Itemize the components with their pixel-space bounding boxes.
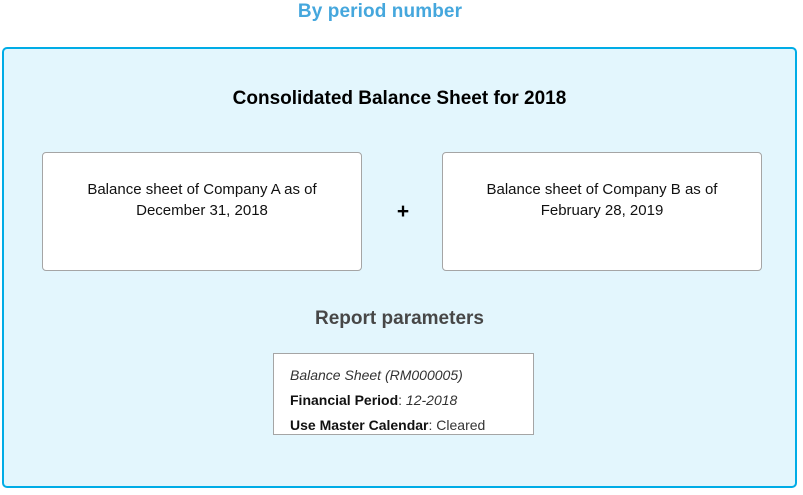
balance-sheet-card-company-b: [442, 152, 762, 271]
report-parameters-box: [273, 353, 534, 435]
report-parameter-financial-period-separator: :: [398, 392, 406, 408]
balance-sheet-cards-row: [4, 152, 795, 272]
balance-sheet-card-company-b-text: Balance sheet of Company B as of February 28, 2019: [486, 181, 718, 219]
report-parameter-financial-period-key: Financial Period: [290, 392, 399, 408]
balance-sheet-card-company-a-text: Balance sheet of Company A as of December 31, 2018: [87, 181, 317, 219]
report-parameter-use-master-calendar: [290, 413, 533, 438]
report-parameters-heading: Report parameters: [315, 308, 484, 329]
report-parameter-use-master-calendar-key: Use Master Calendar: [290, 417, 429, 433]
balance-sheet-card-company-a: [42, 152, 362, 271]
report-parameter-financial-period: [290, 388, 533, 413]
report-parameter-financial-period-value: 12-2018: [405, 392, 458, 408]
report-parameters-report-name: Balance Sheet (RM000005): [290, 367, 463, 383]
consolidation-panel: [2, 47, 797, 488]
report-parameter-use-master-calendar-value: Cleared: [436, 417, 486, 433]
report-parameter-use-master-calendar-separator: :: [428, 417, 437, 433]
plus-operator-icon: +: [396, 200, 410, 223]
diagram-caption: By period number: [297, 1, 463, 22]
panel-title: Consolidated Balance Sheet for 2018: [232, 88, 567, 109]
